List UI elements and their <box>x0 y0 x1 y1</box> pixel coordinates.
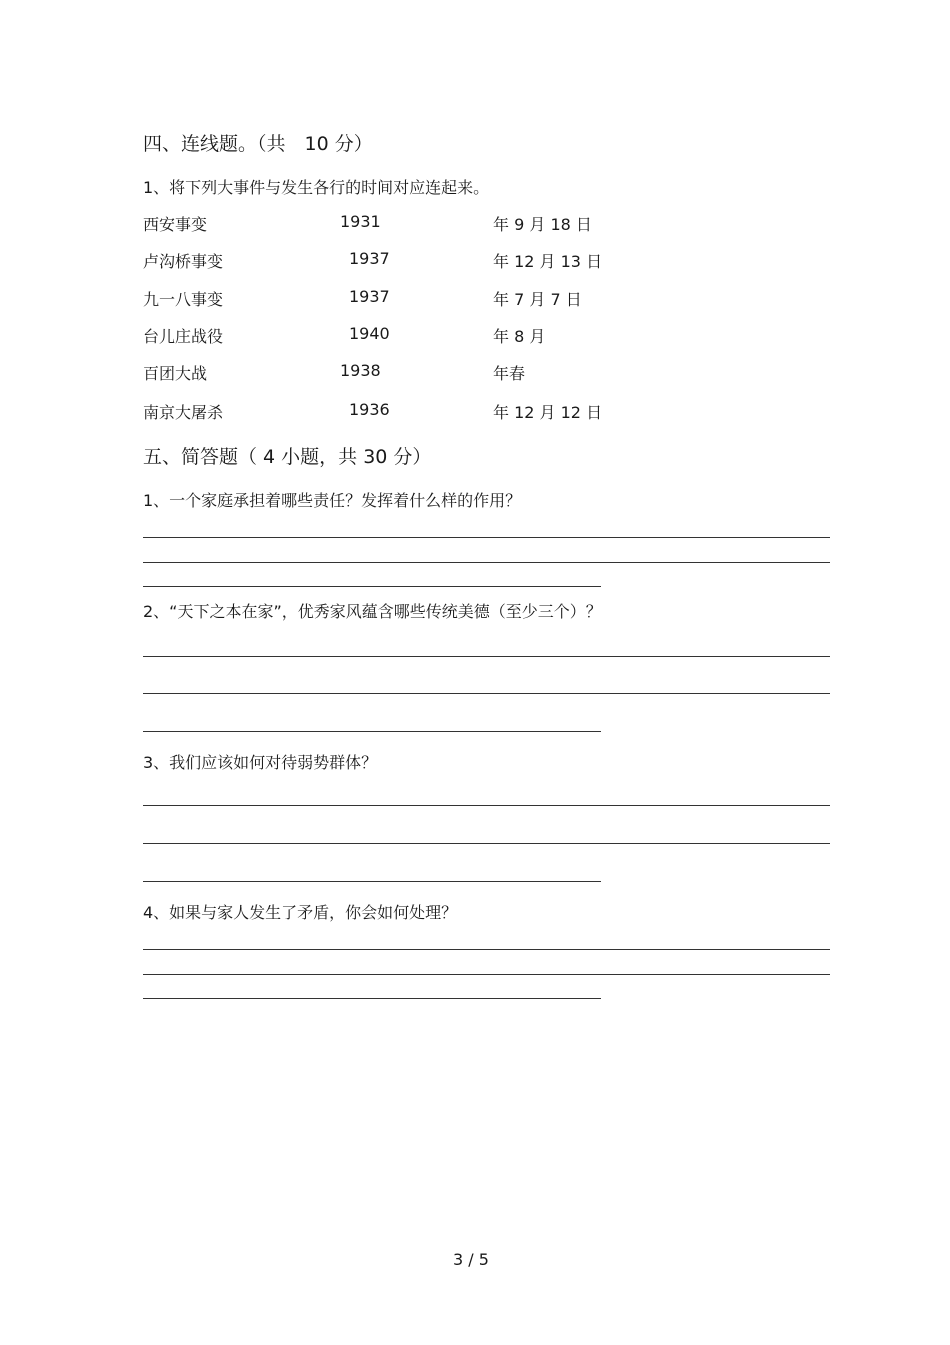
answer-line[interactable] <box>143 843 830 844</box>
year-label: 1938 <box>340 361 381 380</box>
event-label: 九一八事变 <box>143 290 224 309</box>
date-label: 年 12 月 12 日 <box>493 403 603 422</box>
year-label: 1937 <box>349 249 390 268</box>
short-answer-question-4: 4、如果与家人发生了矛盾，你会如何处理？ <box>143 903 458 922</box>
section5-heading: 五、简答题（ 4 小题，共 30 分） <box>143 446 432 468</box>
section4-question-1: 1、将下列大事件与发生各行的时间对应连起来。 <box>143 178 490 197</box>
short-answer-question-2: 2、“天下之本在家”，优秀家风蕴含哪些传统美德（至少三个）？ <box>143 602 602 621</box>
date-label: 年 9 月 18 日 <box>493 215 592 234</box>
event-label: 台儿庄战役 <box>143 327 224 346</box>
answer-line[interactable] <box>143 949 830 950</box>
year-label: 1940 <box>349 324 390 343</box>
date-label: 年 12 月 13 日 <box>493 252 603 271</box>
event-label: 百团大战 <box>143 364 208 383</box>
year-label: 1937 <box>349 287 390 306</box>
section4-heading: 四、连线题。（共 10 分） <box>143 133 373 155</box>
short-answer-question-3: 3、我们应该如何对待弱势群体？ <box>143 753 378 772</box>
date-label: 年 7 月 7 日 <box>493 290 582 309</box>
date-label: 年 8 月 <box>493 327 546 346</box>
answer-line[interactable] <box>143 693 830 694</box>
answer-line[interactable] <box>143 537 830 538</box>
event-label: 南京大屠杀 <box>143 403 224 422</box>
date-label: 年春 <box>493 364 526 383</box>
short-answer-question-1: 1、一个家庭承担着哪些责任？发挥着什么样的作用？ <box>143 491 522 510</box>
year-label: 1931 <box>340 212 381 231</box>
event-label: 卢沟桥事变 <box>143 252 224 271</box>
answer-line[interactable] <box>143 974 830 975</box>
answer-line[interactable] <box>143 731 601 732</box>
event-label: 西安事变 <box>143 215 208 234</box>
answer-line[interactable] <box>143 998 601 999</box>
answer-line[interactable] <box>143 586 601 587</box>
answer-line[interactable] <box>143 656 830 657</box>
year-label: 1936 <box>349 400 390 419</box>
answer-line[interactable] <box>143 562 830 563</box>
page-number: 3 / 5 <box>453 1250 489 1269</box>
answer-line[interactable] <box>143 805 830 806</box>
answer-line[interactable] <box>143 881 601 882</box>
